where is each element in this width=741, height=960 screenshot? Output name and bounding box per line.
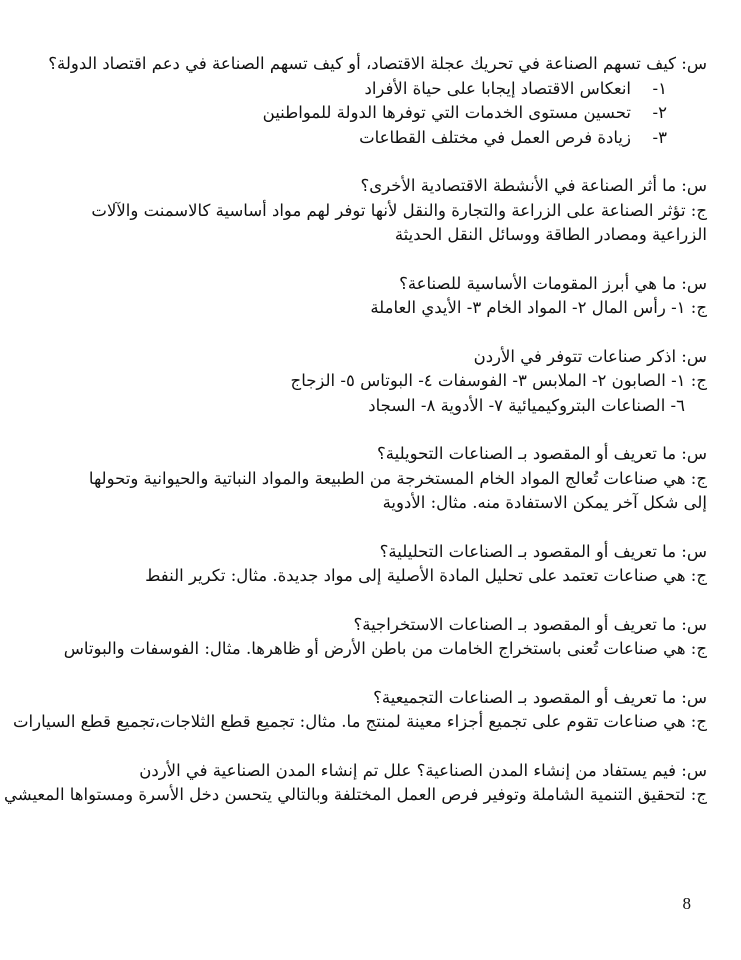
spacer [64,735,707,759]
question-4: س: اذكر صناعات تتوفر في الأردن [473,346,707,366]
question-8: س: ما تعريف أو المقصود بـ الصناعات التجميعية؟ [373,687,707,707]
answer-6: ج: هي صناعات تعتمد على تحليل المادة الأصلية إلى مواد جديدة. مثال: تكرير النفط [145,566,707,585]
answer-7: ج: هي صناعات تُعنى باستخراج الخامات من باطن الأرض أو ظاهرها. مثال: الفوسفات والبوتاس [63,639,707,658]
list-item [64,77,707,102]
qa-block-9 [3,759,707,808]
question-5: س: ما تعريف أو المقصود بـ الصناعات التحويلية؟ [377,444,707,463]
spacer [64,516,707,540]
answer-2: ج: تؤثر الصناعة على الزراعة والتجارة والنقل لأنها توفر لهم مواد أساسية كالاسمنت والآلات الزراعية ومصادر الطاقة ووسائل النقل الحديثة [91,200,707,244]
answer-4-continued: ٦- الصناعات البتروكيميائية ٧- الأدوية ٨- السجاد [368,395,685,415]
spacer [64,248,707,272]
list-text: تحسين مستوى الخدمات التي توفرها الدولة للمواطنين [262,103,631,122]
list-number: ١- [652,78,667,98]
list-text: انعكاس الاقتصاد إيجابا على حياة الأفراد [364,78,631,98]
list-number: ٣- [652,127,667,147]
question-3: س: ما هي أبرز المقومات الأساسية للصناعة؟ [399,273,707,293]
page-number: 8 [682,894,691,913]
spacer [64,589,707,613]
qa-block-1 [48,52,707,150]
answer-9: ج: لتحقيق التنمية الشاملة وتوفير فرص العمل المختلفة وبالتالي يتحسن دخل الأسرة ومستواها المعيشي [3,785,707,804]
document-body [3,52,707,808]
question-2: س: ما أثر الصناعة في الأنشطة الاقتصادية الأخرى؟ [360,176,707,195]
list-item [64,101,707,126]
question-1: س: كيف تسهم الصناعة في تحريك عجلة الاقتصاد، أو كيف تسهم الصناعة في دعم اقتصاد الدولة؟ [48,54,707,73]
spacer [64,321,707,345]
question-6: س: ما تعريف أو المقصود بـ الصناعات التحليلية؟ [379,541,707,561]
answer-4: ج: ١- الصابون ٢- الملابس ٣- الفوسفات ٤- البوتاس ٥- الزجاج [290,371,707,390]
list-item [64,126,707,151]
answer-8: ج: هي صناعات تقوم على تجميع أجزاء معينة لمنتج ما. مثال: تجميع قطع الثلاجات،تجميع قطع السيارات [13,712,707,731]
list-number: ٢- [652,103,667,122]
question-9: س: فيم يستفاد من إنشاء المدن الصناعية؟ علل تم إنشاء المدن الصناعية في الأردن [139,760,707,780]
qa-block-4 [64,345,707,419]
qa-block-7 [64,613,707,662]
answer-5: ج: هي صناعات تُعالج المواد الخام المستخرجة من الطبيعة والمواد النباتية والحيوانية وتحولها إلى شكل آخر يمكن الاستفادة منه. مثال: الأدوية [88,468,707,512]
qa-block-2 [64,174,707,248]
qa-block-3 [64,272,707,321]
qa-block-6 [64,540,707,589]
list-text: زيادة فرص العمل في مختلف القطاعات [359,127,631,147]
qa-block-5 [64,442,707,516]
spacer [64,662,707,686]
spacer [64,150,707,174]
question-7: س: ما تعريف أو المقصود بـ الصناعات الاستخراجية؟ [353,614,707,634]
spacer [64,418,707,442]
answer-3: ج: ١- رأس المال ٢- المواد الخام ٣- الأيدي العاملة [370,298,707,317]
qa-block-8 [13,686,707,735]
